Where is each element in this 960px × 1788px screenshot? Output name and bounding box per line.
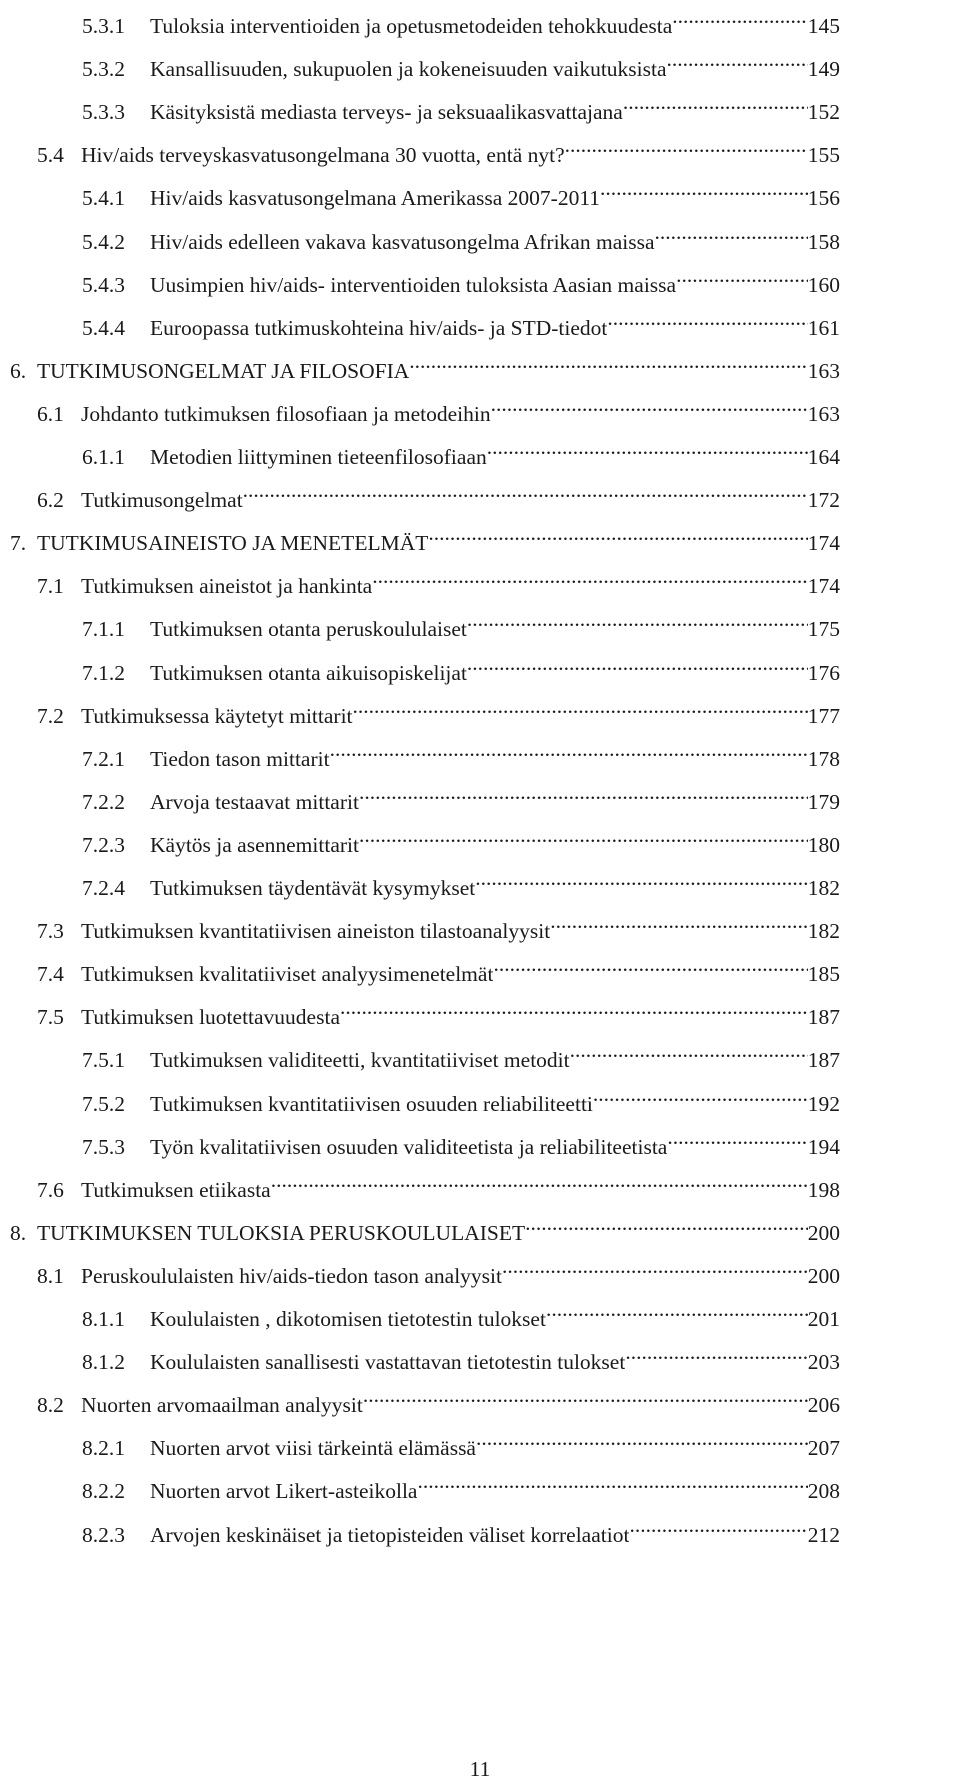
toc-entry-page: 203: [807, 1350, 840, 1375]
toc-entry-title: Tutkimuksen aineistot ja hankinta: [81, 574, 373, 599]
toc-entry-number: 5.4: [37, 143, 64, 168]
toc-entry-number: 7.3: [37, 919, 64, 944]
dot-leader: [475, 861, 807, 895]
toc-entry-title: Tuloksia interventioiden ja opetusmetodeiden tehokkuudesta: [150, 14, 673, 38]
toc-entry-title: Arvoja testaavat mittarit: [150, 789, 359, 814]
toc-entry[interactable]: [82, 215, 840, 254]
toc-entry[interactable]: [37, 1163, 840, 1202]
toc-entry[interactable]: [37, 689, 840, 728]
dot-leader: [363, 1378, 808, 1412]
dot-leader: [655, 215, 808, 249]
dot-leader: [667, 42, 808, 76]
toc-entry[interactable]: [82, 818, 840, 857]
toc-entry-number: 7.1.1: [82, 617, 125, 642]
toc-entry[interactable]: [10, 344, 840, 383]
dot-leader: [550, 904, 808, 938]
toc-entry-page: 177: [807, 703, 840, 728]
toc-entry-title: Koululaisten sanallisesti vastattavan tietotestin tulokset: [150, 1350, 626, 1375]
toc-entry[interactable]: [82, 301, 840, 340]
dot-leader: [546, 1292, 808, 1326]
toc-entry-title: TUTKIMUKSEN TULOKSIA PERUSKOULULAISET: [37, 1220, 526, 1245]
toc-entry-page: 145: [807, 14, 840, 38]
dot-leader: [340, 990, 808, 1024]
toc-entry-page: 198: [807, 1177, 840, 1202]
dot-leader: [353, 689, 808, 723]
toc-entry-page: 179: [807, 789, 840, 814]
toc-entry-number: 7.2.1: [82, 746, 125, 771]
toc-entry-page: 178: [807, 746, 840, 771]
toc-entry[interactable]: [82, 0, 840, 38]
toc-entry-title: Tutkimuksen luotettavuudesta: [81, 1005, 340, 1030]
dot-leader: [467, 646, 808, 680]
toc-entry-number: 7.5.2: [82, 1091, 125, 1116]
toc-entry[interactable]: [37, 128, 840, 168]
toc-entry-title: Euroopassa tutkimuskohteina hiv/aids- ja STD-tiedot: [150, 315, 608, 340]
toc-entry-number: 7.1.2: [82, 660, 125, 685]
dot-leader: [525, 1206, 808, 1240]
toc-entry-number: 5.4.3: [82, 272, 125, 297]
toc-entry[interactable]: [82, 1120, 840, 1159]
toc-entry-page: 160: [807, 272, 840, 297]
toc-entry-number: 6.2: [37, 488, 64, 513]
toc-entry-title: Metodien liittyminen tieteenfilosofiaan: [150, 445, 487, 469]
toc-entry-number: 5.4.1: [82, 186, 125, 211]
toc-entry[interactable]: [82, 85, 840, 125]
toc-entry[interactable]: [82, 646, 840, 685]
toc-entry-title: Tutkimuksen etiikasta: [81, 1177, 271, 1202]
dot-leader: [243, 473, 808, 507]
toc-entry-number: 5.4.4: [82, 315, 125, 340]
toc-entry-page: 207: [807, 1436, 840, 1461]
toc-entry-number: 8.2: [37, 1393, 64, 1418]
toc-entry[interactable]: [82, 171, 840, 211]
toc-entry-title: Tutkimuksen kvantitatiivisen aineiston tilastoanalyysit: [81, 919, 551, 944]
dot-leader: [676, 258, 808, 292]
dot-leader: [467, 602, 808, 636]
dot-leader: [593, 1077, 808, 1111]
toc-entry-title: Hiv/aids terveyskasvatusongelmana 30 vuotta, entä nyt?: [81, 143, 565, 168]
toc-entry[interactable]: [37, 387, 840, 426]
toc-entry-page: 164: [807, 445, 840, 469]
toc-entry-title: Työn kvalitatiivisen osuuden validiteetista ja reliabiliteetista: [150, 1134, 668, 1159]
toc-entry-number: 7.5: [37, 1005, 64, 1030]
toc-entry[interactable]: [82, 861, 840, 900]
toc-entry-page: 155: [807, 143, 840, 168]
dot-leader: [271, 1163, 808, 1197]
dot-leader: [359, 775, 808, 809]
toc-entry-number: 5.4.2: [82, 229, 125, 254]
toc-entry-title: TUTKIMUSONGELMAT JA FILOSOFIA: [37, 358, 410, 383]
toc-entry-number: 8.1.1: [82, 1307, 125, 1331]
toc-entry-title: Käsityksistä mediasta terveys- ja seksuaalikasvattajana: [150, 100, 623, 125]
dot-leader: [330, 732, 808, 766]
toc-entry-number: 7.2.3: [82, 832, 125, 857]
dot-leader: [372, 559, 808, 593]
toc-entry[interactable]: [10, 1206, 840, 1245]
toc-entry[interactable]: [82, 1508, 840, 1547]
toc-entry[interactable]: [37, 904, 840, 944]
toc-entry-number: 7.6: [37, 1177, 64, 1202]
toc-entry-number: 5.3.2: [82, 57, 125, 82]
toc-entry[interactable]: [10, 516, 840, 556]
toc-entry-number: 8.: [10, 1220, 27, 1245]
toc-entry-page: 201: [807, 1307, 840, 1331]
toc-entry-page: 172: [807, 488, 840, 513]
toc-entry[interactable]: [82, 775, 840, 814]
toc-entry-number: 7.2: [37, 703, 64, 728]
dot-leader: [476, 1421, 808, 1455]
toc-entry-page: 175: [807, 617, 840, 642]
toc-entry-number: 8.1.2: [82, 1350, 125, 1375]
toc-entry-number: 6.1.1: [82, 445, 125, 469]
toc-entry-title: Hiv/aids edelleen vakava kasvatusongelma Afrikan maissa: [150, 229, 655, 254]
toc-entry-number: 7.2.2: [82, 789, 125, 814]
toc-entry-title: Tutkimusongelmat: [81, 488, 243, 513]
dot-leader: [629, 1508, 807, 1542]
toc-entry[interactable]: [82, 258, 840, 297]
toc-entry-title: Tutkimuksen täydentävät kysymykset: [150, 876, 476, 900]
toc-entry-title: Koululaisten , dikotomisen tietotestin tulokset: [150, 1307, 546, 1331]
toc-entry[interactable]: [82, 1077, 840, 1116]
toc-entry-number: 7.4: [37, 962, 64, 987]
toc-entry-page: 182: [807, 919, 840, 944]
toc-entry[interactable]: [82, 732, 840, 771]
dot-leader: [359, 818, 808, 852]
toc-entry-page: 156: [807, 186, 840, 211]
toc-entry[interactable]: [82, 430, 840, 469]
toc-entry-number: 7.5.1: [82, 1048, 125, 1073]
toc-entry-number: 7.1: [37, 574, 64, 599]
toc-entry[interactable]: [37, 947, 840, 987]
toc-entry-title: Nuorten arvot viisi tärkeintä elämässä: [150, 1436, 476, 1461]
toc-entry-page: 149: [807, 57, 840, 82]
dot-leader: [623, 85, 808, 119]
toc-entry-number: 7.5.3: [82, 1134, 125, 1159]
dot-leader: [570, 1033, 808, 1067]
toc-entry[interactable]: [37, 1249, 840, 1288]
dot-leader: [491, 387, 808, 421]
toc-entry[interactable]: [37, 559, 840, 599]
dot-leader: [487, 430, 808, 464]
dot-leader: [417, 1464, 807, 1498]
toc-entry-title: Uusimpien hiv/aids- interventioiden tuloksista Aasian maissa: [150, 272, 677, 297]
toc-entry[interactable]: [82, 1033, 840, 1073]
toc-entry-title: Peruskoululaisten hiv/aids-tiedon tason analyysit: [81, 1263, 502, 1288]
toc-entry-title: Tutkimuksen otanta peruskoululaiset: [150, 617, 467, 642]
toc-entry-page: 182: [807, 876, 840, 900]
toc-entry-page: 212: [807, 1522, 840, 1547]
dot-leader: [493, 947, 807, 981]
toc-entry-title: Hiv/aids kasvatusongelmana Amerikassa 2007-2011: [150, 186, 601, 211]
toc-entry-page: 200: [807, 1263, 840, 1288]
toc-entry-page: 194: [807, 1134, 840, 1159]
toc-entry-page: 206: [807, 1393, 840, 1418]
toc-entry-page: 158: [807, 229, 840, 254]
toc-entry-page: 192: [807, 1091, 840, 1116]
dot-leader: [625, 1335, 807, 1369]
toc-entry-title: Tutkimuksen otanta aikuisopiskelijat: [150, 660, 467, 685]
toc-entry-page: 185: [807, 962, 840, 987]
toc-entry-title: Nuorten arvomaailman analyysit: [81, 1393, 363, 1418]
toc-entry-page: 187: [807, 1005, 840, 1030]
dot-leader: [600, 171, 808, 205]
toc-entry-page: 161: [807, 315, 840, 340]
toc-entry-page: 200: [807, 1220, 840, 1245]
dot-leader: [409, 344, 807, 378]
toc-entry-page: 163: [807, 401, 840, 426]
toc-entry-page: 176: [807, 660, 840, 685]
toc-entry-title: Tutkimuksen kvantitatiivisen osuuden reliabiliteetti: [150, 1091, 593, 1116]
toc-entry-number: 6.1: [37, 401, 64, 426]
toc-entry-page: 163: [807, 358, 840, 383]
toc-entry-page: 187: [807, 1048, 840, 1073]
toc-entry[interactable]: [82, 1464, 840, 1504]
toc-entry[interactable]: [82, 1335, 840, 1375]
toc-entry[interactable]: [82, 602, 840, 642]
toc-entry-title: Käytös ja asennemittarit: [150, 832, 359, 857]
toc-entry-title: Kansallisuuden, sukupuolen ja kokeneisuuden vaikutuksista: [150, 57, 667, 82]
toc-entry-number: 6.: [10, 358, 27, 383]
toc-entry-title: Nuorten arvot Likert-asteikolla: [150, 1479, 418, 1504]
dot-leader: [667, 1120, 807, 1154]
toc-entry[interactable]: [82, 42, 840, 82]
toc-entry-title: Tiedon tason mittarit: [150, 746, 330, 771]
toc-entry-number: 5.3.3: [82, 100, 125, 125]
toc-entry-page: 152: [807, 100, 840, 125]
dot-leader: [428, 516, 807, 550]
toc-entry-number: 8.2.1: [82, 1436, 125, 1461]
toc-entry-page: 174: [807, 531, 840, 556]
dot-leader: [502, 1249, 808, 1283]
toc-entry[interactable]: [37, 473, 840, 513]
page-number: 11: [469, 1757, 491, 1781]
toc-entry-number: 8.1: [37, 1263, 64, 1288]
dot-leader: [672, 0, 807, 33]
toc-entry-title: Tutkimuksen validiteetti, kvantitatiiviset metodit: [150, 1048, 570, 1073]
toc-entry-number: 7.2.4: [82, 876, 125, 900]
toc-entry-page: 180: [807, 832, 840, 857]
toc-entry-number: 5.3.1: [82, 14, 125, 38]
toc-entry[interactable]: [82, 1292, 840, 1331]
toc-entry-page: 174: [807, 574, 840, 599]
toc-entry-number: 8.2.3: [82, 1522, 125, 1547]
dot-leader: [607, 301, 807, 335]
toc-entry-title: TUTKIMUSAINEISTO JA MENETELMÄT: [37, 531, 429, 556]
toc-entry-title: Arvojen keskinäiset ja tietopisteiden väliset korrelaatiot: [150, 1522, 630, 1547]
toc-entry-page: 208: [807, 1479, 840, 1504]
toc-entry-title: Johdanto tutkimuksen filosofiaan ja metodeihin: [81, 401, 491, 426]
toc-entry[interactable]: [37, 990, 840, 1030]
toc-entry-number: 8.2.2: [82, 1479, 125, 1504]
toc-entry[interactable]: [37, 1378, 840, 1418]
dot-leader: [565, 128, 808, 162]
toc-entry-title: Tutkimuksessa käytetyt mittarit: [81, 703, 353, 728]
toc-entry-number: 7.: [10, 531, 27, 556]
toc-entry-title: Tutkimuksen kvalitatiiviset analyysimenetelmät: [81, 962, 494, 987]
toc-entry[interactable]: [82, 1421, 840, 1461]
